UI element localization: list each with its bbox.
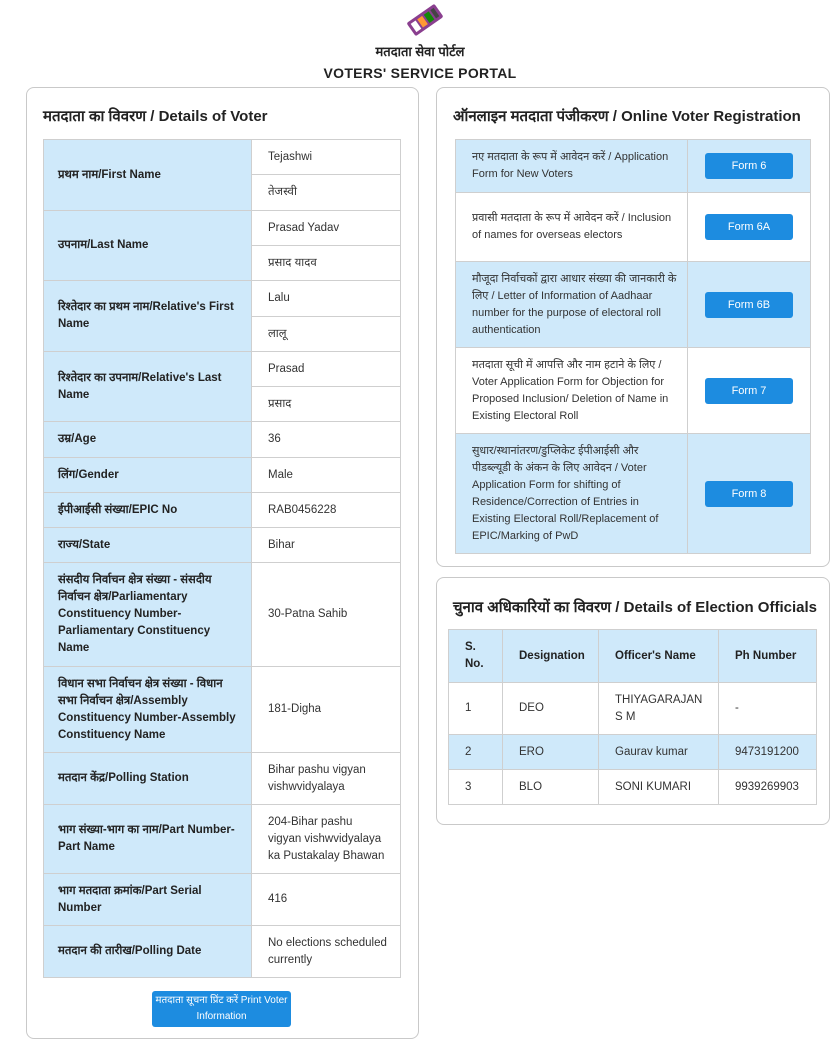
- eci-logo-icon: [400, 0, 450, 40]
- last-name-value: Prasad Yadav: [252, 211, 401, 246]
- relative-first-name-value-hindi: लालू: [252, 317, 401, 352]
- polling-station-label: मतदान केंद्र/Polling Station: [44, 753, 252, 805]
- first-name-label: प्रथम नाम/First Name: [44, 140, 252, 211]
- relative-last-name-value-hindi: प्रसाद: [252, 387, 401, 422]
- polling-date-value: No elections scheduled currently: [252, 926, 401, 978]
- registration-table: [455, 139, 811, 554]
- form-7-button[interactable]: Form 7: [705, 378, 793, 404]
- official-name: SONI KUMARI: [599, 770, 719, 805]
- last-name-value-hindi: प्रसाद यादव: [252, 246, 401, 281]
- polling-station-value: Bihar pashu vigyan vishwvidyalaya: [252, 753, 401, 805]
- gender-label: लिंग/Gender: [44, 458, 252, 493]
- relative-first-name-value: Lalu: [252, 281, 401, 317]
- table-row: [449, 683, 817, 735]
- first-name-value: Tejashwi: [252, 140, 401, 175]
- table-row: [449, 770, 817, 805]
- part-serial-label: भाग मतदाता क्रमांक/Part Serial Number: [44, 874, 252, 926]
- part-serial-value: 416: [252, 874, 401, 926]
- election-officials-table: [448, 629, 817, 805]
- official-phone: -: [719, 683, 817, 735]
- relative-last-name-value: Prasad: [252, 352, 401, 387]
- officer-name-header: Officer's Name: [599, 630, 719, 683]
- epic-label: ईपीआईसी संख्या/EPIC No: [44, 493, 252, 528]
- form-6a-button[interactable]: Form 6A: [705, 214, 793, 240]
- part-number-value: 204-Bihar pashu vigyan vishwvidyalaya ka Pustakalay Bhawan: [252, 805, 401, 874]
- age-value: 36: [252, 422, 401, 458]
- age-label: उम्र/Age: [44, 422, 252, 458]
- relative-last-name-label: रिश्तेदार का उपनाम/Relative's Last Name: [44, 352, 252, 422]
- official-name: THIYAGARAJAN S M: [599, 683, 719, 735]
- official-designation: DEO: [503, 683, 599, 735]
- portal-title-english: VOTERS' SERVICE PORTAL: [323, 65, 517, 81]
- registration-row: [456, 348, 811, 434]
- form-6b-button[interactable]: Form 6B: [705, 292, 793, 318]
- registration-row: [456, 434, 811, 554]
- state-value: Bihar: [252, 528, 401, 563]
- form-8-button[interactable]: Form 8: [705, 481, 793, 507]
- first-name-value-hindi: तेजस्वी: [252, 175, 401, 211]
- polling-date-label: मतदान की तारीख/Polling Date: [44, 926, 252, 978]
- print-voter-info-button[interactable]: मतदाता सूचना प्रिंट करें Print Voter Information: [152, 991, 291, 1027]
- form-6-button[interactable]: Form 6: [705, 153, 793, 179]
- voter-details-table: [43, 139, 401, 978]
- form-6-description: नए मतदाता के रूप में आवेदन करें / Application Form for New Voters: [456, 140, 688, 193]
- epic-value: RAB0456228: [252, 493, 401, 528]
- form-6b-description: मौजूदा निर्वाचकों द्वारा आधार संख्या की जानकारी के लिए / Letter of Information of Aadhaar number for the purpose of electoral roll authentication: [456, 262, 688, 348]
- table-row: [449, 735, 817, 770]
- parliamentary-constituency-value: 30-Patna Sahib: [252, 563, 401, 667]
- official-name: Gaurav kumar: [599, 735, 719, 770]
- designation-header: Designation: [503, 630, 599, 683]
- assembly-constituency-value: 181-Digha: [252, 667, 401, 753]
- form-7-description: मतदाता सूची में आपत्ति और नाम हटाने के लिए / Voter Application Form for Objection for Proposed Inclusion/ Deletion of Name in Existing Electoral Roll: [456, 348, 688, 434]
- part-number-label: भाग संख्या-भाग का नाम/Part Number-Part Name: [44, 805, 252, 874]
- registration-row: [456, 140, 811, 193]
- sno-header: S. No.: [449, 630, 503, 683]
- phone-header: Ph Number: [719, 630, 817, 683]
- voter-details-title: मतदाता का विवरण / Details of Voter: [43, 108, 268, 125]
- online-registration-title: ऑनलाइन मतदाता पंजीकरण / Online Voter Registration: [453, 108, 801, 125]
- election-officials-title: चुनाव अधिकारियों का विवरण / Details of Election Officials: [453, 599, 817, 616]
- official-phone: 9473191200: [719, 735, 817, 770]
- gender-value: Male: [252, 458, 401, 493]
- official-sno: 2: [449, 735, 503, 770]
- relative-first-name-label: रिश्तेदार का प्रथम नाम/Relative's First Name: [44, 281, 252, 352]
- portal-title-hindi: मतदाता सेवा पोर्टल: [375, 44, 465, 59]
- form-8-description: सुधार/स्थानांतरण/डुप्लिकेट ईपीआईसी और पीडब्ल्यूडी के अंकन के लिए आवेदन / Voter Application Form for shifting of Residence/Correction of Entries in Existing Electoral Roll/Replacement of EPIC/Marking of PwD: [456, 434, 688, 554]
- state-label: राज्य/State: [44, 528, 252, 563]
- registration-row: [456, 193, 811, 262]
- parliamentary-constituency-label: संसदीय निर्वाचन क्षेत्र संख्या - संसदीय निर्वाचन क्षेत्र/Parliamentary Constituency Number-Parliamentary Constituency Name: [44, 563, 252, 667]
- official-sno: 3: [449, 770, 503, 805]
- official-designation: BLO: [503, 770, 599, 805]
- official-phone: 9939269903: [719, 770, 817, 805]
- registration-row: [456, 262, 811, 348]
- assembly-constituency-label: विधान सभा निर्वाचन क्षेत्र संख्या - विधान सभा निर्वाचन क्षेत्र/Assembly Constituency Number-Assembly Constituency Name: [44, 667, 252, 753]
- form-6a-description: प्रवासी मतदाता के रूप में आवेदन करें / Inclusion of names for overseas electors: [456, 193, 688, 262]
- official-designation: ERO: [503, 735, 599, 770]
- official-sno: 1: [449, 683, 503, 735]
- last-name-label: उपनाम/Last Name: [44, 211, 252, 281]
